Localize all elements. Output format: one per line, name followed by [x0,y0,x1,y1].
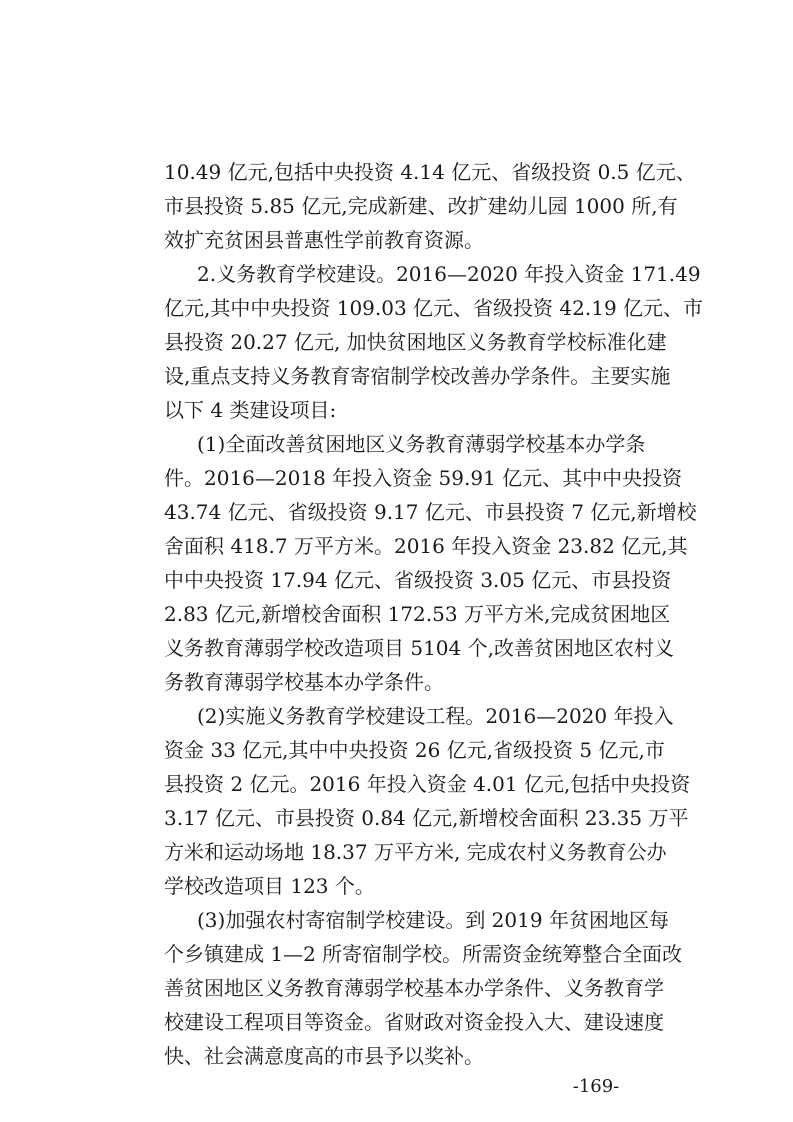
item-heading-line: (1)全面改善贫困地区义务教育薄弱学校基本办学条 [197,432,646,456]
text-line: 善贫困地区义务教育薄弱学校基本办学条件、义务教育学 [164,976,664,1000]
text-line: 个乡镇建成 1—2 所寄宿制学校。所需资金统筹整合全面改 [164,942,683,966]
text-line: 快、社会满意度高的市县予以奖补。 [164,1044,484,1068]
text-line: 效扩充贫困县普惠性学前教育资源。 [164,228,484,252]
text-line: 舍面积 418.7 万平方米。2016 年投入资金 23.82 亿元,其 [164,534,688,558]
text-line: 资金 33 亿元,其中中央投资 26 亿元,省级投资 5 亿元,市 [164,738,665,762]
text-line: 件。2016—2018 年投入资金 59.91 亿元、其中中央投资 [164,466,683,490]
text-line: 以下 4 类建设项目: [164,398,337,422]
text-line: 中中央投资 17.94 亿元、省级投资 3.05 亿元、市县投资 [164,568,672,592]
text-line: 市县投资 5.85 亿元,完成新建、改扩建幼儿园 1000 所,有 [164,194,678,218]
section-heading-line: 2.义务教育学校建设。2016—2020 年投入资金 171.49 [197,262,701,286]
text-line: 亿元,其中中央投资 109.03 亿元、省级投资 42.19 亿元、市 [164,296,704,320]
text-line: 务教育薄弱学校基本办学条件。 [164,670,444,694]
page-number: -169- [572,1076,620,1097]
text-line: 县投资 20.27 亿元, 加快贫困地区义务教育学校标准化建 [164,330,667,354]
text-line: 3.17 亿元、市县投资 0.84 亿元,新增校舍面积 23.35 万平 [164,806,689,830]
text-line: 学校改造项目 123 个。 [164,874,375,898]
text-line: 义务教育薄弱学校改造项目 5104 个,改善贫困地区农村义 [164,636,674,660]
item-heading-line: (3)加强农村寄宿制学校建设。到 2019 年贫困地区每 [197,908,669,932]
text-line: 10.49 亿元,包括中央投资 4.14 亿元、省级投资 0.5 亿元、 [164,160,696,184]
text-line: 2.83 亿元,新增校舍面积 172.53 万平方米,完成贫困地区 [164,602,671,626]
text-line: 43.74 亿元、省级投资 9.17 亿元、市县投资 7 亿元,新增校 [164,500,697,524]
text-line: 县投资 2 亿元。2016 年投入资金 4.01 亿元,包括中央投资 [164,772,691,796]
item-heading-line: (2)实施义务教育学校建设工程。2016—2020 年投入 [197,704,674,728]
text-line: 设,重点支持义务教育寄宿制学校改善办学条件。主要实施 [164,364,671,388]
text-line: 方米和运动场地 18.37 万平方米, 完成农村义务教育公办 [164,840,667,864]
text-line: 校建设工程项目等资金。省财政对资金投入大、建设速度 [164,1010,664,1034]
